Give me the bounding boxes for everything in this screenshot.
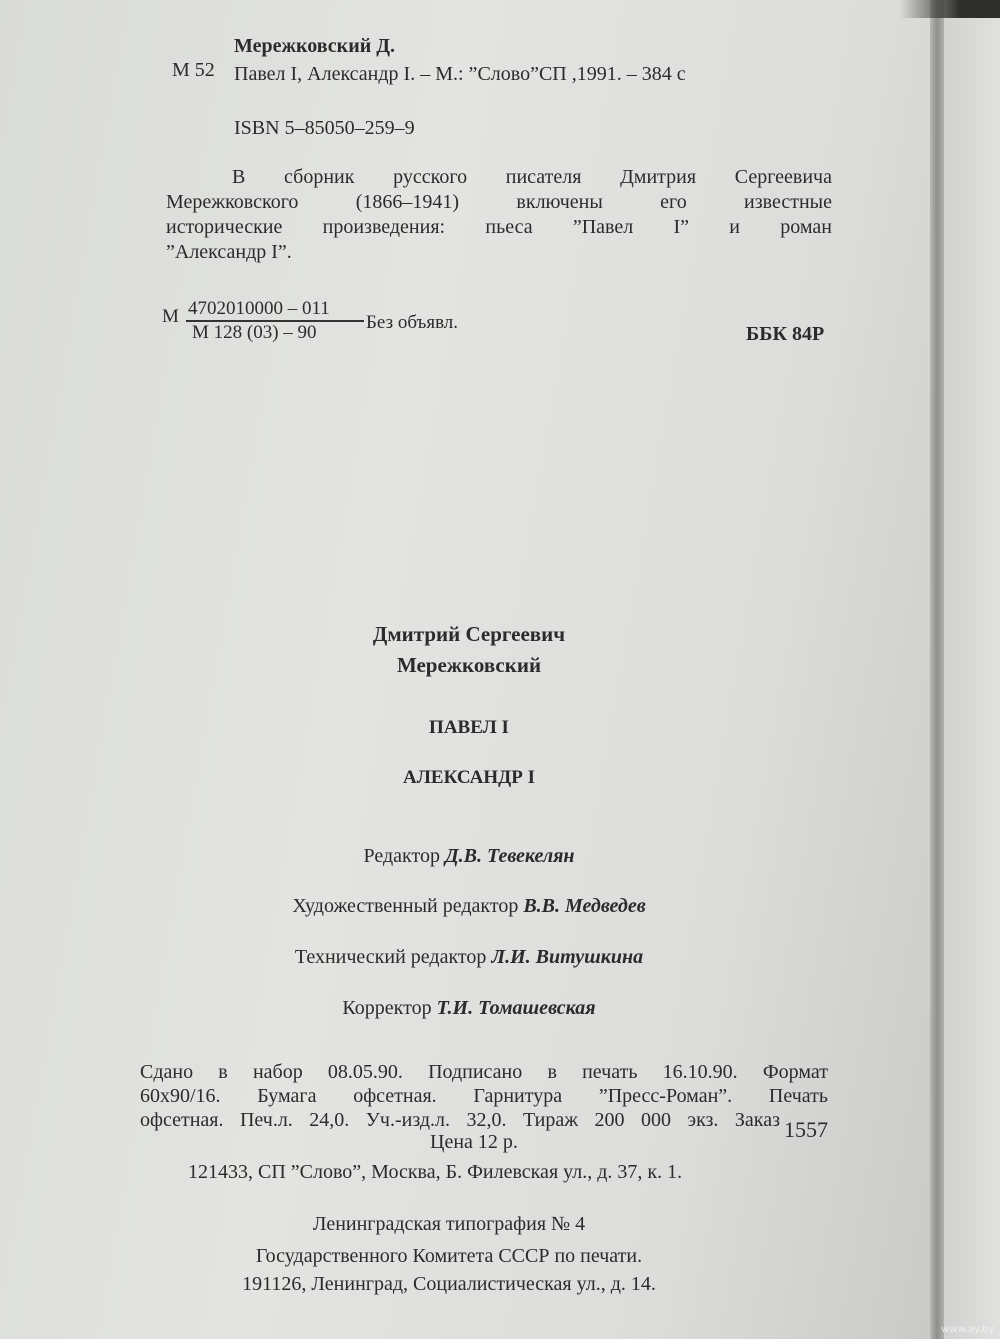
watermark: www.ay.by	[941, 1324, 994, 1335]
credit-role: Корректор	[342, 997, 432, 1019]
credit-role: Художественный редактор	[292, 895, 519, 917]
credit-name: Д.В. Тевекелян	[444, 845, 575, 867]
credit-tech-editor	[0, 945, 938, 969]
price: Цена 12 р.	[430, 1131, 518, 1153]
classification-denominator: М 128 (03) – 90	[192, 322, 317, 343]
credit-editor	[0, 844, 938, 868]
book-gutter	[930, 0, 944, 1339]
bibliographic-description: Павел I, Александр I. – М.: ”Слово”СП ,1991. – 384 с	[234, 63, 686, 85]
credit-art-editor	[0, 894, 938, 918]
credit-proofreader	[0, 996, 938, 1020]
title-author-first: Дмитрий Сергеевич	[372, 622, 566, 646]
classification-note: Без объявл.	[366, 312, 459, 333]
credit-name: Л.И. Витушкина	[491, 946, 644, 968]
title-work-2: АЛЕКСАНДР I	[403, 767, 535, 788]
imprint-line-3: офсетная. Печ.л. 24,0. Уч.-изд.л. 32,0. Тираж 200 000 экз. Заказ	[140, 1109, 780, 1131]
credit-name: В.В. Медведев	[523, 895, 646, 917]
imprint-line-1: Сдано в набор 08.05.90. Подписано в печать 16.10.90. Формат	[140, 1061, 828, 1083]
background-corner	[900, 0, 1000, 18]
catalog-code: М 52	[172, 59, 215, 81]
annotation-line-4: ”Александр I”.	[166, 241, 292, 263]
printer-line-3: 191126, Ленинград, Социалистическая ул., д. 14.	[242, 1273, 656, 1295]
printer-line-2: Государственного Комитета СССР по печати.	[255, 1245, 643, 1267]
credit-role: Редактор	[363, 845, 440, 867]
title-work-1: ПАВЕЛ I	[429, 717, 509, 738]
title-author-last: Мережковский	[396, 653, 542, 677]
bbk-code: ББК 84Р	[746, 323, 825, 345]
annotation-line-3: исторические произведения: пьеса ”Павел I” и роман	[166, 216, 832, 238]
publisher-address: 121433, СП ”Слово”, Москва, Б. Филевская ул., д. 37, к. 1.	[188, 1161, 683, 1183]
isbn: ISBN 5–85050–259–9	[234, 117, 415, 139]
annotation-line-2: Мережковского (1866–1941) включены его известные	[166, 191, 832, 213]
credit-role: Технический редактор	[294, 946, 487, 968]
credit-name: Т.И. Томашевская	[436, 997, 596, 1019]
classification-letter: М	[162, 306, 179, 327]
printer-line-1: Ленинградская типография № 4	[312, 1213, 586, 1235]
facing-page-edge	[944, 0, 1000, 1339]
annotation-line-1: В сборник русского писателя Дмитрия Сергеевича	[232, 166, 832, 188]
author-header: Мережковский Д.	[234, 35, 396, 57]
order-number: 1557	[784, 1117, 828, 1142]
imprint-line-2: 60х90/16. Бумага офсетная. Гарнитура ”Пресс-Роман”. Печать	[140, 1085, 828, 1107]
classification-numerator: 4702010000 – 011	[188, 298, 330, 319]
